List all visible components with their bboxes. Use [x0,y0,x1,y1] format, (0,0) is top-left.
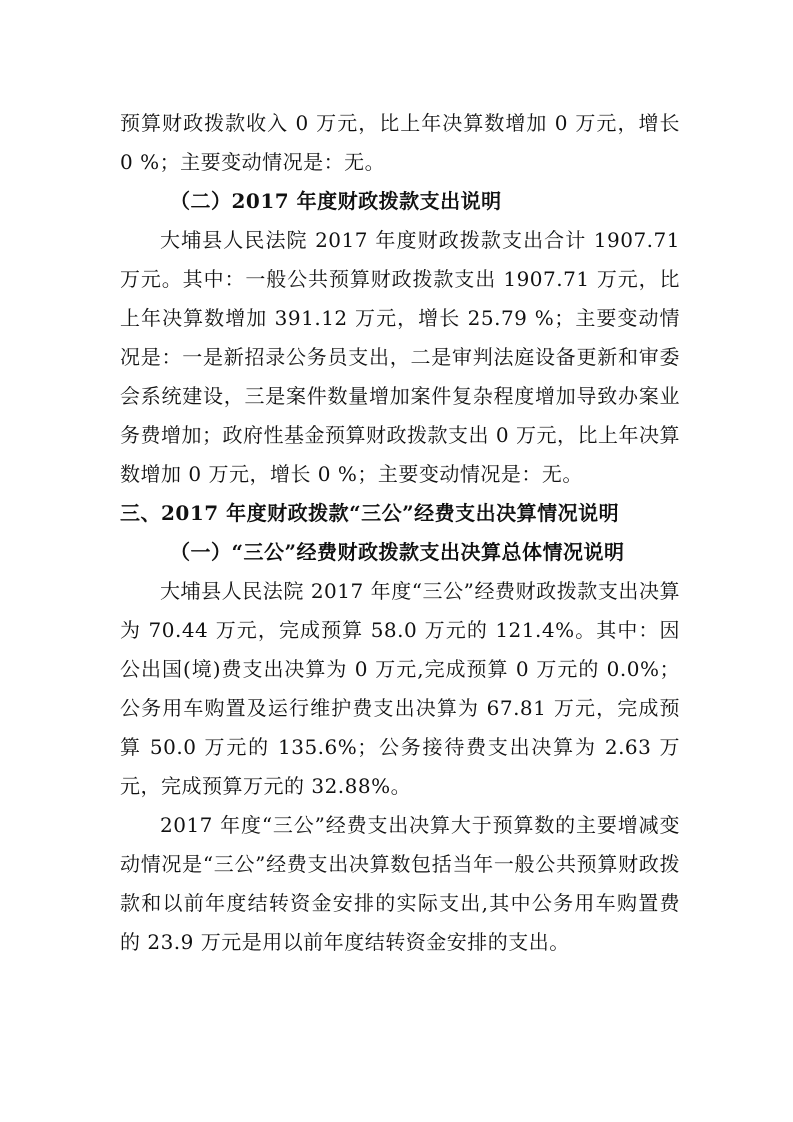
heading-expenditure-2017: （二）2017 年度财政拨款支出说明 [170,189,502,213]
heading-three-public-funds: 三、2017 年度财政拨款“三公”经费支出决算情况说明 [120,501,620,525]
paragraph-three-public-overall: 大埔县人民法院 2017 年度“三公”经费财政拨款支出决算为 70.44 万元，完成预算 58.0 万元的 121.4%。其中：因公出国(境)费支出决算为 0 万元,完成预算 0 万元的 0.0%；公务用车购置及运行维护费支出决算为 67.81 万元，完成预算 50.0 万元的 135.6%；公务接待费支出决算为 2.63 万元，完成预算万元的 32.88%。 [120,579,680,798]
paragraph-three-public-variance: 2017 年度“三公”经费支出决算大于预算数的主要增减变动情况是“三公”经费支出决算数包括当年一般公共预算财政拨款和以前年度结转资金安排的实际支出,其中公务用车购置费的 23.9 万元是用以前年度结转资金安排的支出。 [120,813,680,954]
paragraph-revenue-gov-fund: 预算财政拨款收入 0 万元，比上年决算数增加 0 万元，增长 0 %；主要变动情况是：无。 [120,111,680,174]
document-page [120,104,680,962]
heading-three-public-overall: （一）“三公”经费财政拨款支出决算总体情况说明 [170,540,625,564]
paragraph-expenditure-detail: 大埔县人民法院 2017 年度财政拨款支出合计 1907.71 万元。其中：一般公共预算财政拨款支出 1907.71 万元，比上年决算数增加 391.12 万元，增长 25.79 %；主要变动情况是：一是新招录公务员支出，二是审判法庭设备更新和审委会系统建设，三是案件数量增加案件复杂程度增加导致办案业务费增加；政府性基金预算财政拨款支出 0 万元，比上年决算数增加 0 万元，增长 0 %；主要变动情况是：无。 [120,228,680,486]
